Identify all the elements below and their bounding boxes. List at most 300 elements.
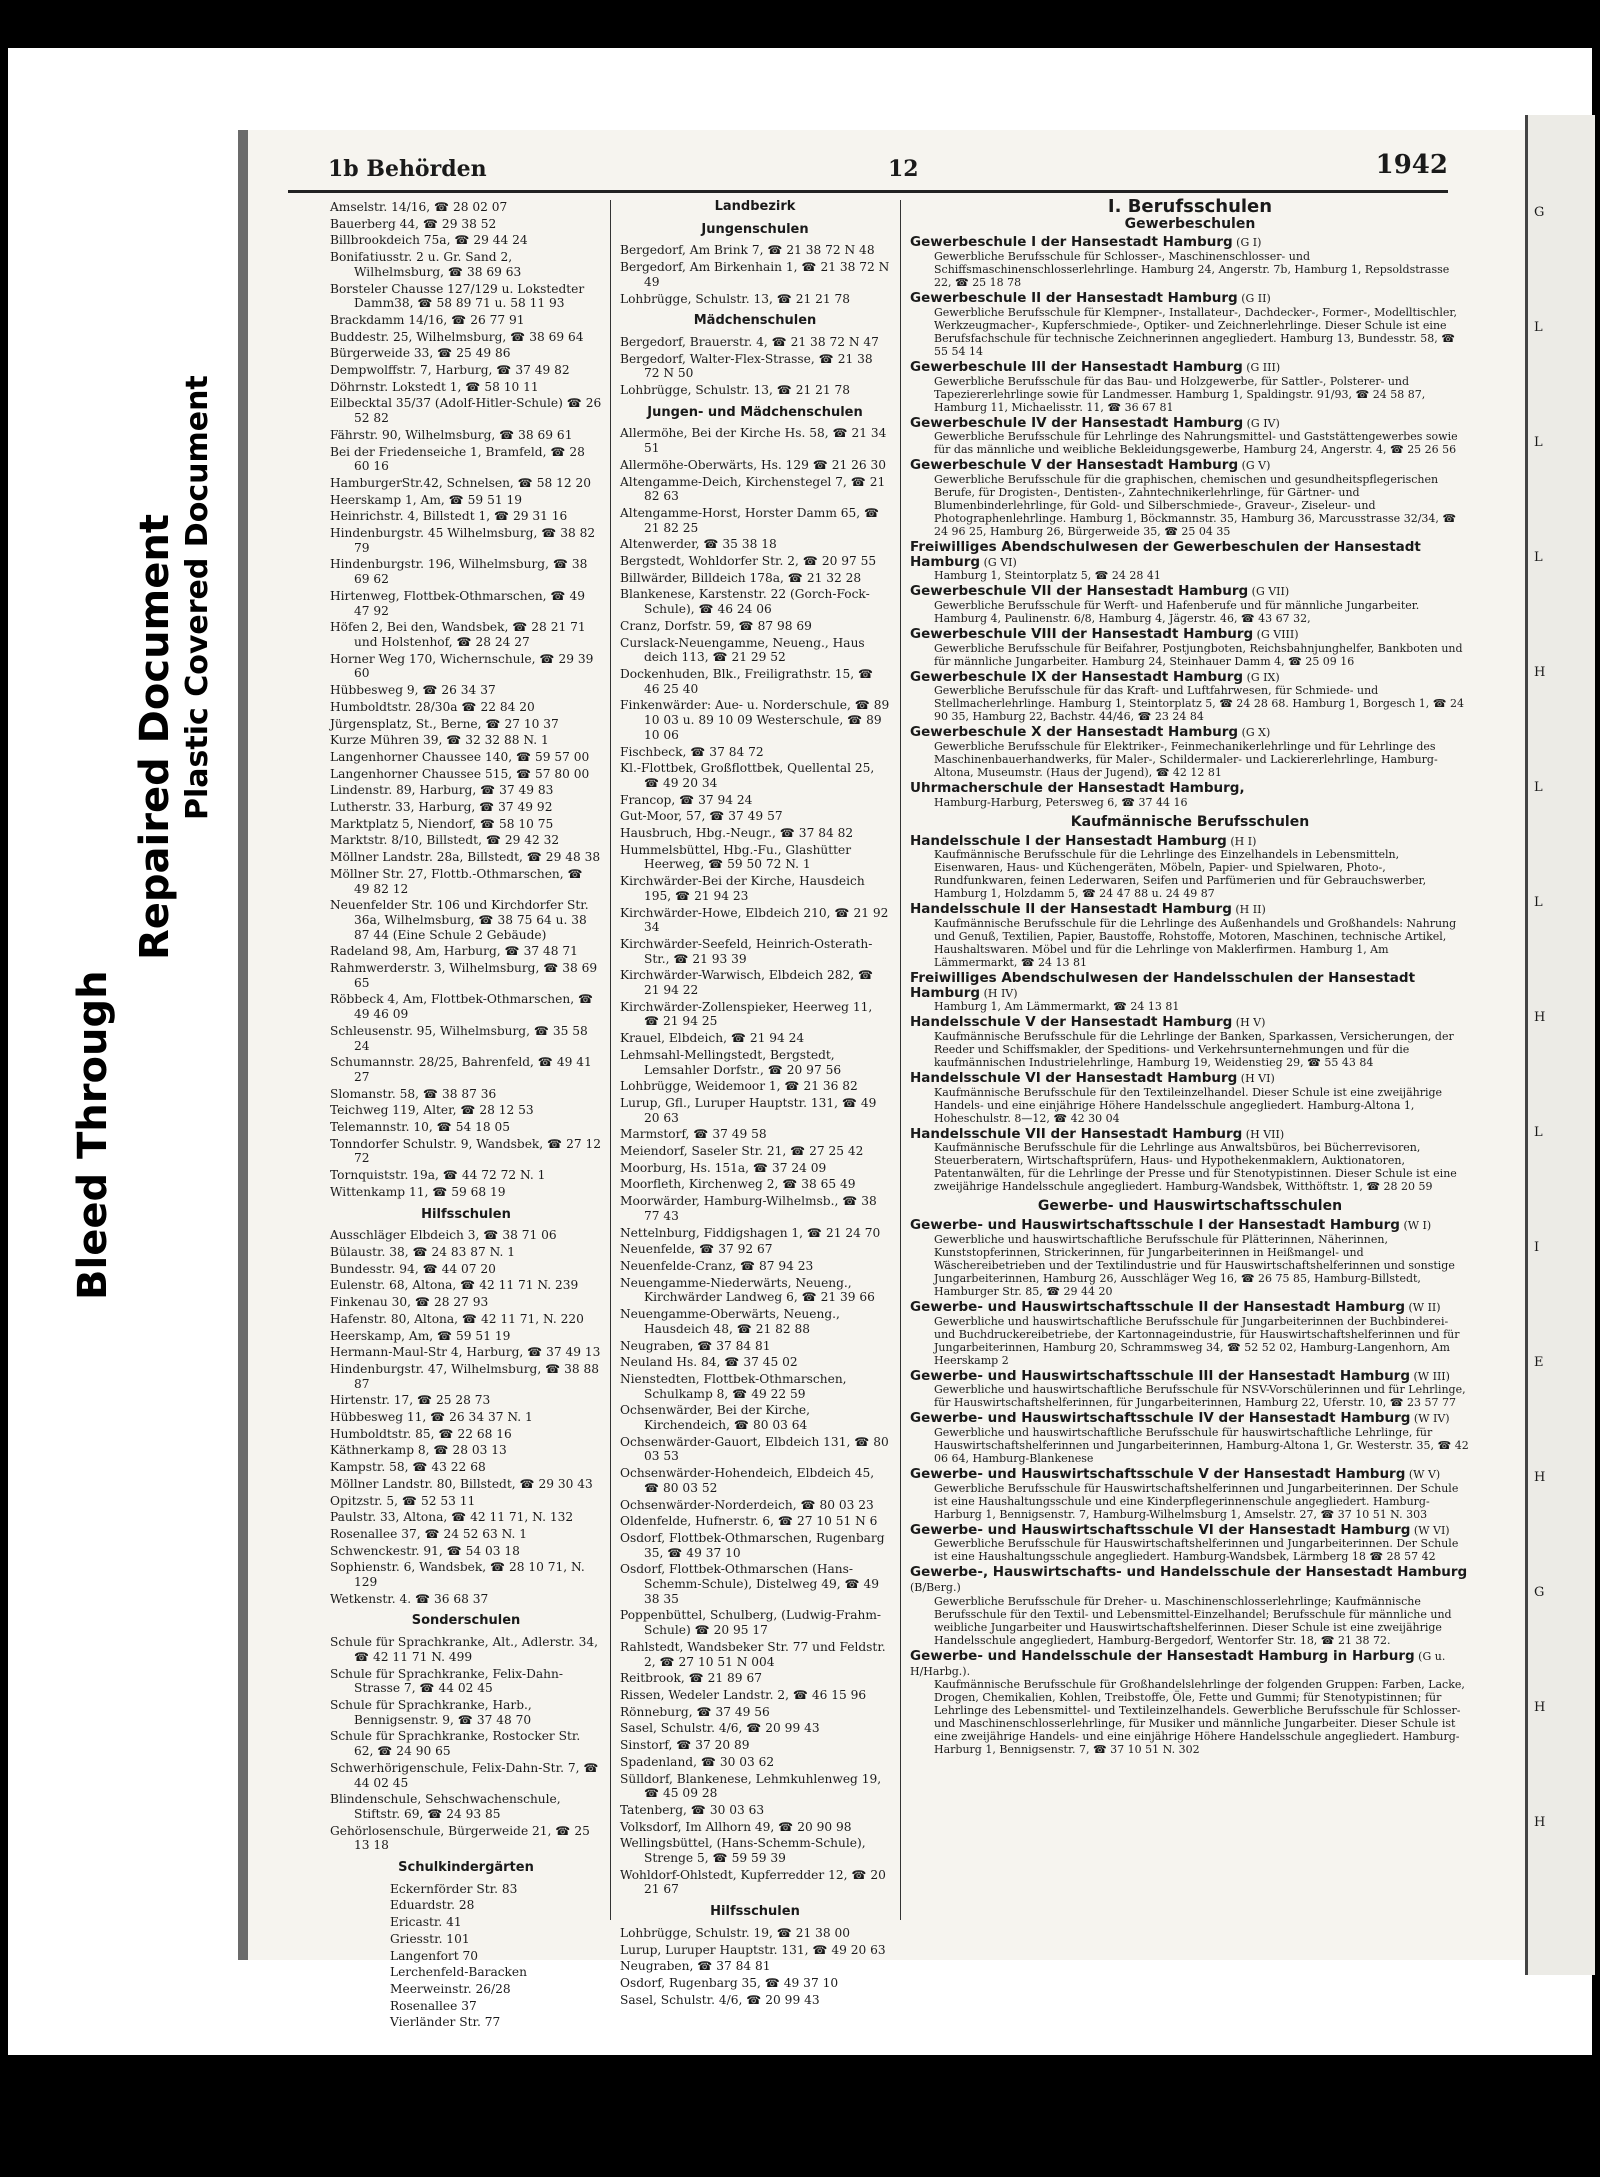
school-entry [910,670,1470,724]
school-code: (H II) [1231,903,1266,917]
list-item: Fährstr. 90, Wilhelmsburg, ☎ 38 69 61 [330,427,573,442]
list-item: Meiendorf, Saseler Str. 21, ☎ 27 25 42 [620,1144,864,1159]
heading-jungen-maedchen: Jungen- und Mädchenschulen [647,404,863,420]
school-description: Gewerbliche Berufsschule für Beifahrer, Postjungboten, Reichsbahnjunghelfer, Bankboten und für männliche Jungarbeiter. Hamburg 24, Steinhauer Damm 4, ☎ 25 09 16 [934,641,1463,668]
list-item: Hindenburgstr. 45 Wilhelmsburg, ☎ 38 82 79 [330,526,596,555]
heading-schulkindergaerten: Schulkindergärten [398,1860,534,1876]
adjacent-page-letter: H [1534,1010,1546,1025]
school-entry [910,1411,1470,1465]
school-list [330,1882,602,2030]
school-description: Gewerbliche und hauswirtschaftliche Berufsschule für Plätterinnen, Näherinnen, Kunststopferinnen, Strickerinnen, für Jungarbeiterinnen in Heißmangel- und Wäschereibetrieben und der Textilindustrie und für Hauswirtschaftshelferinnen und sonstige Jungarbeiterinnen, Hamburg 26, Ausschläger Weg 16, ☎ 26 75 85, Hamburg-Billstedt, Hamburger Str. 85, ☎ 29 44 20 [934,1232,1455,1298]
list-item: Lindenstr. 89, Harburg, ☎ 37 49 83 [330,783,554,798]
school-description: Kaufmännische Berufsschule für die Lehrlinge aus Anwaltsbüros, bei Bücherrevisoren, Steuerberatern, Wirtschaftsprüfern, Haus- und Hypothekenmaklern, Auktionatoren, Patentanwälten, für die Lehrlinge der Presse und für Stenotypistinnen. Dieser Schule ist eine zweijährige Handelsschule angegliedert. Hamburg-Wandsbek, Witthöftstr. 1, ☎ 28 20 59 [934,1141,1457,1194]
list-item: Lerchenfeld-Baracken [390,1965,527,1980]
list-item: Neuland Hs. 84, ☎ 37 45 02 [620,1355,798,1370]
list-item: Nienstedten, Flottbek-Othmarschen, Schulkamp 8, ☎ 49 22 59 [620,1371,847,1401]
school-description: Gewerbliche Berufsschule für Werft- und Hafenberufe und für männliche Jungarbeiter. Hamburg 4, Paulinenstr. 6/8, Hamburg 4, Jägerstr. 46, ☎ 43 67 32, [934,599,1420,626]
list-item: Eulenstr. 68, Altona, ☎ 42 11 71 N. 239 [330,1278,579,1293]
school-description: Gewerbliche Berufsschule für Lehrlinge des Nahrungsmittel- und Gaststättengewerbes sowie für das männliche und weibliche Bekleidungsgewerbe, Hamburg 24, Angerstr. 4, ☎ 25 26 56 [934,430,1458,457]
list-item: Cranz, Dorfstr. 59, ☎ 87 98 69 [620,618,812,633]
list-item: Gehörlosenschule, Bürgerweide 21, ☎ 25 13 18 [330,1823,590,1853]
list-item: Kirchwärder-Seefeld, Heinrich-Osterath-Str., ☎ 21 93 39 [620,936,873,966]
adjacent-page-letter: L [1534,780,1543,795]
school-entry [910,1565,1470,1646]
school-code: (G X) [1238,726,1271,740]
school-description: Hamburg 1, Steintorplatz 5, ☎ 24 28 41 [934,569,1161,583]
list-item: Hafenstr. 80, Altona, ☎ 42 11 71, N. 220 [330,1311,584,1326]
list-item: Neugraben, ☎ 37 84 81 [620,1338,771,1353]
list-item: Wittenkamp 11, ☎ 59 68 19 [330,1184,506,1199]
school-title: Handelsschule VII der Hansestadt Hamburg [910,1125,1243,1142]
school-title: Handelsschule V der Hansestadt Hamburg [910,1014,1233,1031]
list-item: Bergedorf, Walter-Flex-Strasse, ☎ 21 38 72 N 50 [620,351,873,381]
list-item: Dockenhuden, Blk., Freiligrathstr. 15, ☎ 46 25 40 [620,666,874,696]
list-item: Röbbeck 4, Am, Flottbek-Othmarschen, ☎ 49 46 09 [330,992,594,1022]
school-title: Gewerbe- und Hauswirtschaftsschule I der Hansestadt Hamburg [910,1217,1400,1234]
list-item: Meerweinstr. 26/28 [390,1981,511,1996]
list-item: Telemannstr. 10, ☎ 54 18 05 [330,1120,510,1135]
school-entry [910,834,1470,901]
list-item: Humboldtstr. 85, ☎ 22 68 16 [330,1426,512,1441]
school-description: Kaufmännische Berufsschule für Großhandelslehrlinge der folgenden Gruppen: Farben, Lacke, Drogen, Chemikalien, Kohlen, Treibstoffe, Öle, Fette und Gummi; für Stenotypistinnen; für Lehrlinge des Lebensmittel- und Textileinzelhandels. Gewerbliche Berufsschule für Schlosser- und Maschinenschlosserlehrlinge, für Musiker und männliche Jungarbeiter. Dieser Schule ist eine zweijährige Handels- und eine einjährige Höhere Handelsschule angegliedert. Hamburg-Harburg 1, Bennigsenstr. 7, ☎ 37 10 51 N. 302 [934,1678,1465,1757]
list-item: Schwerhörigenschule, Felix-Dahn-Str. 7, ☎ 44 02 45 [330,1760,599,1790]
school-list [620,335,890,398]
list-item: Lohbrügge, Weidemoor 1, ☎ 21 36 82 [620,1079,858,1094]
list-item: Neugraben, ☎ 37 84 81 [620,1959,771,1974]
list-item: Hausbruch, Hbg.-Neugr., ☎ 37 84 82 [620,826,854,841]
list-item: Bundesstr. 94, ☎ 44 07 20 [330,1261,496,1276]
school-list [620,426,890,1897]
school-description: Gewerbliche und hauswirtschaftliche Berufsschule für NSV-Vorschülerinnen und für Lehrlinge, für Hauswirtschaftshelferinnen, für Jungarbeiterinnen, Hamburg 22, Uferstr. 10, ☎ 23 57 77 [934,1383,1466,1410]
list-item: Teichweg 119, Alter, ☎ 28 12 53 [330,1103,534,1118]
list-item: Wellingsbüttel, (Hans-Schemm-Schule), Strenge 5, ☎ 59 59 39 [620,1836,866,1866]
school-title: Gewerbeschule IX der Hansestadt Hamburg [910,668,1244,685]
school-title: Handelsschule I der Hansestadt Hamburg [910,832,1227,849]
column-left [330,200,602,2032]
list-item: Moorwärder, Hamburg-Wilhelmsb., ☎ 38 77 43 [620,1194,877,1223]
list-item: Altengamme-Deich, Kirchenstegel 7, ☎ 21 82 63 [620,474,886,504]
list-item: Altenwerder, ☎ 35 38 18 [620,537,777,552]
heading-landbezirk: Landbezirk [714,199,796,214]
school-title: Gewerbeschule III der Hansestadt Hamburg [910,358,1243,375]
school-entry [910,1071,1470,1125]
list-item: Amselstr. 14/16, ☎ 28 02 07 [330,200,508,214]
list-item: Francop, ☎ 37 94 24 [620,792,753,807]
adjacent-page-letter: L [1534,550,1543,565]
list-item: Hummelsbüttel, Hbg.-Fu., Glashütter Heerweg, ☎ 59 50 72 N. 1 [620,842,852,872]
list-item: Spadenland, ☎ 30 03 62 [620,1754,775,1769]
school-entry [910,1218,1470,1298]
list-item: Schwenckestr. 91, ☎ 54 03 18 [330,1543,520,1558]
list-item: Ochsenwärder-Norderdeich, ☎ 80 03 23 [620,1497,874,1512]
list-item: Sasel, Schulstr. 4/6, ☎ 20 99 43 [620,1992,820,2007]
column-right [910,196,1470,1758]
school-code: (H I) [1226,834,1257,848]
scan-annotation-labels [62,320,222,1320]
school-title: Gewerbeschule X der Hansestadt Hamburg [910,724,1239,741]
list-item: Allermöhe, Bei der Kirche Hs. 58, ☎ 21 34 51 [620,426,887,456]
school-title: Gewerbeschule I der Hansestadt Hamburg [910,234,1233,251]
list-item: Sasel, Schulstr. 4/6, ☎ 20 99 43 [620,1721,820,1736]
list-item: Rahlstedt, Wandsbeker Str. 77 und Feldstr. 2, ☎ 27 10 51 N 004 [620,1639,886,1669]
list-item: Marmstorf, ☎ 37 49 58 [620,1127,767,1142]
school-title: Gewerbe-, Hauswirtschafts- und Handelsschule der Hansestadt Hamburg [910,1564,1468,1581]
school-list [330,200,602,1200]
list-item: Hirtenweg, Flottbek-Othmarschen, ☎ 49 47 92 [330,588,585,618]
list-item: Kirchwärder-Zollenspieker, Heerweg 11, ☎ 21 94 25 [620,999,873,1029]
adjacent-page-letter: L [1534,1125,1543,1140]
school-code: (W I) [1399,1219,1432,1233]
school-description: Gewerbliche Berufsschule für Schlosser-, Maschinenschlosser- und Schiffsmaschinenschlosserlehrlinge. Hamburg 24, Angerstr. 7b, Hamburg 1, Repsoldstrasse 22, ☎ 25 18 78 [934,250,1450,290]
school-description: Kaufmännische Berufsschule für die Lehrlinge der Banken, Sparkassen, Versicherungen, der Reeder und Schiffsmakler, der Speditions- und Verkehrsunternehmungen und für die kaufmännischen Industrielehrlinge, Hamburg 19, Weidenstieg 29, ☎ 55 43 84 [934,1030,1454,1070]
list-item: Hindenburgstr. 47, Wilhelmsburg, ☎ 38 88 87 [330,1361,600,1391]
list-item: Neuengamme-Oberwärts, Neueng., Hausdeich 48, ☎ 21 82 88 [620,1307,840,1336]
school-list [330,1635,602,1853]
list-item: Altengamme-Horst, Horster Damm 65, ☎ 21 82 25 [620,505,880,535]
list-item: Slomanstr. 58, ☎ 38 87 36 [330,1086,497,1101]
school-entry [910,1649,1470,1756]
list-item: Ausschläger Elbdeich 3, ☎ 38 71 06 [330,1228,557,1243]
list-item: Bülaustr. 38, ☎ 24 83 87 N. 1 [330,1245,516,1259]
school-title: Gewerbe- und Hauswirtschaftsschule VI der Hansestadt Hamburg [910,1521,1411,1538]
list-item: Horner Weg 170, Wichernschule, ☎ 29 39 60 [330,651,594,681]
list-item: Langenfort 70 [390,1948,479,1963]
list-item: Marktstr. 8/10, Billstedt, ☎ 29 42 32 [330,833,560,848]
list-item: Lurup, Luruper Hauptstr. 131, ☎ 49 20 63 [620,1942,886,1957]
school-title: Freiwilliges Abendschulwesen der Handelsschulen der Hansestadt Hamburg [910,969,1416,1001]
list-item: Eckernförder Str. 83 [390,1881,518,1896]
school-list [330,1228,602,1606]
list-item: Lurup, Gfl., Luruper Hauptstr. 131, ☎ 49 20 63 [620,1095,877,1125]
list-item: Finkenau 30, ☎ 28 27 93 [330,1295,489,1310]
list-item: Humboldtstr. 28/30a ☎ 22 84 20 [330,699,535,714]
list-item: Lohbrügge, Schulstr. 19, ☎ 21 38 00 [620,1925,851,1940]
list-item: Neuenfelde, ☎ 37 92 67 [620,1242,773,1257]
list-item: Ericastr. 41 [390,1915,462,1930]
list-item: Lutherstr. 33, Harburg, ☎ 37 49 92 [330,800,553,815]
year-label: 1942 [1375,150,1448,180]
list-item: Hermann-Maul-Str 4, Harburg, ☎ 37 49 13 [330,1345,601,1360]
school-code: (G IV) [1243,416,1280,430]
list-item: HamburgerStr.42, Schnelsen, ☎ 58 12 20 [330,475,592,490]
adjacent-page-letter: E [1534,1355,1544,1370]
school-description: Gewerbliche Berufsschule für Dreher- u. Maschinenschlosserlehrlinge; Kaufmännische Berufsschule für den Textil- und Lebensmittel-Einzelhandel; Berufsschule für männliche und weibliche Jungarbeiter und Hauswirtschaftshelferinnen. Dieser Schule ist eine zweijährige Handelsschule angegliedert, Hamburg-Bergedorf, Wentorfer Str. 18, ☎ 21 38 72. [934,1594,1452,1647]
heading-sonderschulen: Sonderschulen [411,1613,521,1629]
column-divider [610,200,611,1920]
scan-border-top [0,0,1600,48]
list-item: Oldenfelde, Hufnerstr. 6, ☎ 27 10 51 N 6 [620,1514,878,1529]
school-code: (H VII) [1242,1127,1285,1141]
list-item: Kl.-Flottbek, Großflottbek, Quellental 25, ☎ 49 20 34 [620,761,875,790]
school-code: (W II) [1404,1300,1441,1314]
list-item: Hübbesweg 9, ☎ 26 34 37 [330,683,496,698]
list-item: Nettelnburg, Fiddigshagen 1, ☎ 21 24 70 [620,1225,881,1240]
list-item: Schule für Sprachkranke, Alt., Adlerstr. 34, ☎ 42 11 71 N. 499 [330,1635,599,1664]
list-item: Sülldorf, Blankenese, Lehmkuhlenweg 19, ☎ 45 09 28 [620,1771,882,1801]
school-code: (G IX) [1243,670,1280,684]
list-item: Kirchwärder-Howe, Elbdeich 210, ☎ 21 92 34 [620,905,889,935]
adjacent-page-letter: H [1534,1700,1546,1715]
list-item: Reitbrook, ☎ 21 89 67 [620,1671,762,1686]
list-item: Ochsenwärder-Gauort, Elbdeich 131, ☎ 80 03 53 [620,1434,889,1464]
list-item: Käthnerkamp 8, ☎ 28 03 13 [330,1443,507,1458]
list-item: Schule für Sprachkranke, Harb., Bennigsenstr. 9, ☎ 37 48 70 [330,1697,532,1727]
school-description: Gewerbliche und hauswirtschaftliche Berufsschule für hauswirtschaftliche Lehrlinge, für Hauswirtschaftshelferinnen und Jungarbeiterinnen, Hamburg-Altona 1, Gr. Westerstr. 35, ☎ 42 06 64, Hamburg-Blankenese [934,1425,1469,1465]
adjacent-page-letter: I [1534,1240,1540,1255]
list-item: Rosenallee 37, ☎ 24 52 63 N. 1 [330,1526,528,1541]
list-item: Rönneburg, ☎ 37 49 56 [620,1704,770,1719]
school-code: (W IV) [1410,1412,1450,1426]
list-item: Bergedorf, Am Birkenhain 1, ☎ 21 38 72 N 49 [620,260,890,289]
list-item: Heerskamp 1, Am, ☎ 59 51 19 [330,492,522,507]
list-item: Dempwolffstr. 7, Harburg, ☎ 37 49 82 [330,363,570,378]
list-item: Döhrnstr. Lokstedt 1, ☎ 58 10 11 [330,379,539,394]
list-item: Möllner Str. 27, Flottb.-Othmarschen, ☎ 49 82 12 [330,866,583,896]
list-item: Jürgensplatz, St., Berne, ☎ 27 10 37 [330,716,559,731]
school-code: (G III) [1242,360,1281,374]
list-item: Poppenbüttel, Schulberg, (Ludwig-Frahm-Schule) ☎ 20 95 17 [620,1608,881,1638]
plastic-covered-label: Plastic Covered Document [180,375,215,820]
column-divider [900,200,901,1920]
list-item: Gut-Moor, 57, ☎ 37 49 57 [620,809,783,824]
school-description: Gewerbliche Berufsschule für das Kraft- und Luftfahrwesen, für Schmiede- und Stellmacherlehrlinge. Hamburg 1, Steintorplatz 5, ☎ 24 28 68. Hamburg 1, Borgesch 1, ☎ 24 90 35, Hamburg 22, Bachstr. 44/46, ☎ 23 24 84 [934,684,1464,724]
list-item: Höfen 2, Bei den, Wandsbek, ☎ 28 21 71 und Holstenhof, ☎ 28 24 27 [330,620,586,649]
list-item: Ochsenwärder, Bei der Kirche, Kirchendeich, ☎ 80 03 64 [620,1403,810,1433]
list-item: Heinrichstr. 4, Billstedt 1, ☎ 29 31 16 [330,509,568,524]
list-item: Osdorf, Rugenbarg 35, ☎ 49 37 10 [620,1975,839,1990]
school-code: (G VII) [1248,585,1290,599]
adjacent-page-letter: G [1534,205,1545,220]
list-item: Curslack-Neuengamme, Neueng., Haus deich 113, ☎ 21 29 52 [620,635,865,665]
school-description: Gewerbliche Berufsschule für Hauswirtschaftshelferinnen und Jungarbeiterinnen. Der Schule ist eine Haushaltungsschule angegliedert. Hamburg-Wandsbek, Lärmberg 18 ☎ 28 57 42 [934,1537,1459,1564]
school-entry [910,1015,1470,1069]
section-label: 1b Behörden [328,156,487,182]
list-item: Neuenfelde-Cranz, ☎ 87 94 23 [620,1259,814,1273]
school-title: Gewerbe- und Hauswirtschaftsschule IV der Hansestadt Hamburg [910,1410,1411,1427]
school-description: Hamburg-Harburg, Petersweg 6, ☎ 37 44 16 [934,795,1188,809]
school-entry [910,725,1470,779]
school-code: (G II) [1237,292,1271,306]
list-item: Lehmsahl-Mellingstedt, Bergstedt, Lemsahler Dorfstr., ☎ 20 97 56 [620,1047,842,1077]
adjacent-page-letter: H [1534,1815,1546,1830]
list-item: Griesstr. 101 [390,1931,470,1946]
list-item: Eduardstr. 28 [390,1898,475,1913]
bleed-through-label: Bleed Through [70,970,116,1300]
list-item: Möllner Landstr. 80, Billstedt, ☎ 29 30 43 [330,1476,593,1491]
list-item: Osdorf, Flottbek-Othmarschen, Rugenbarg 35, ☎ 49 37 10 [620,1530,885,1560]
list-item: Sophienstr. 6, Wandsbek, ☎ 28 10 71, N. 129 [330,1560,585,1590]
list-item: Borsteler Chausse 127/129 u. Lokstedter Damm38, ☎ 58 89 71 u. 58 11 93 [330,281,585,311]
list-item: Wohldorf-Ohlstedt, Kupferredder 12, ☎ 20 21 67 [620,1867,886,1897]
heading-maedchenschulen: Mädchenschulen [693,313,817,329]
school-code: (W V) [1405,1467,1441,1481]
school-list [910,1218,1470,1756]
school-entry [910,458,1470,538]
repaired-document-label: Repaired Document [132,514,178,960]
list-item: Bauerberg 44, ☎ 29 38 52 [330,216,497,231]
school-description: Gewerbliche und hauswirtschaftliche Berufsschule für Jungarbeiterinnen der Buchbinderei- und Buchdruckereibetriebe, der Kartonnageindustrie, für Hauswirtschaftshelferinnen und für Jungarbeiterinnen, Hamburg 20, Schrammsweg 34, ☎ 52 52 02, Hamburg-Langenhorn, Am Heerskamp 2 [934,1314,1460,1367]
school-entry [910,584,1470,625]
adjacent-page-letter: H [1534,665,1546,680]
adjacent-page-edge [1525,115,1595,1975]
school-entry [910,235,1470,289]
list-item: Marktplatz 5, Niendorf, ☎ 58 10 75 [330,816,554,831]
list-item: Kurze Mühren 39, ☎ 32 32 88 N. 1 [330,733,549,748]
list-item: Moorfleth, Kirchenweg 2, ☎ 38 65 49 [620,1177,856,1192]
school-code: (G V) [1238,459,1271,473]
list-item: Rissen, Wedeler Landstr. 2, ☎ 46 15 96 [620,1687,867,1702]
list-item: Brackdamm 14/16, ☎ 26 77 91 [330,312,525,327]
adjacent-page-letter: L [1534,320,1543,335]
school-code: (G u. H/Harbg.). [910,1649,1446,1678]
school-entry [910,781,1470,809]
list-item: Rahmwerderstr. 3, Wilhelmsburg, ☎ 38 69 65 [330,961,598,990]
school-title: Handelsschule VI der Hansestadt Hamburg [910,1070,1238,1087]
list-item: Tatenberg, ☎ 30 03 63 [620,1802,765,1817]
column-middle [620,200,890,2009]
list-item: Blindenschule, Sehschwachenschule, Stiftstr. 69, ☎ 24 93 85 [330,1792,561,1821]
list-item: Tonndorfer Schulstr. 9, Wandsbek, ☎ 27 12 72 [330,1136,601,1166]
school-description: Gewerbliche Berufsschule für die graphischen, chemischen und gesundheitspflegerischen Berufe, für Drogisten-, Dentisten-, Zahntechnikerlehrlinge, für Gärtner- und Blumenbinderlehrlinge, für Gold- und Silberschmiede-, Graveur-, Ziseleur- und Photographenlehrlinge. Hamburg 1, Böckmannstr. 35, Hamburg 36, Marcusstrasse 32/34, ☎ 24 96 25, Hamburg 26, Bürgerweide 35, ☎ 25 04 35 [934,472,1457,538]
school-code: (H VI) [1237,1072,1275,1086]
list-item: Bergedorf, Brauerstr. 4, ☎ 21 38 72 N 47 [620,334,879,349]
school-entry [910,971,1470,1013]
school-title: Gewerbeschule II der Hansestadt Hamburg [910,290,1238,307]
adjacent-page-letter: L [1534,435,1543,450]
list-item: Ochsenwärder-Hohendeich, Elbdeich 45, ☎ 80 03 52 [620,1466,875,1495]
list-item: Bergedorf, Am Brink 7, ☎ 21 38 72 N 48 [620,243,875,258]
school-title: Freiwilliges Abendschulwesen der Gewerbeschulen der Hansestadt Hamburg [910,538,1421,570]
adjacent-page-letter: G [1534,1585,1545,1600]
school-code: (H IV) [980,986,1018,1000]
heading-hilfsschulen-land: Hilfsschulen [710,1904,800,1920]
list-item: Radeland 98, Am, Harburg, ☎ 37 48 71 [330,944,578,959]
school-list [910,834,1470,1194]
school-title: Gewerbe- und Hauswirtschaftsschule III der Hansestadt Hamburg [910,1367,1411,1384]
school-code: (G VI) [980,555,1017,569]
school-entry [910,1369,1470,1410]
list-item: Hübbesweg 11, ☎ 26 34 37 N. 1 [330,1410,533,1425]
list-item: Sinstorf, ☎ 37 20 89 [620,1738,750,1753]
school-description: Gewerbliche Berufsschule für Elektriker-, Feinmechanikerlehrlinge und für Lehrlinge des Maschinenbauerhandwerks, für Maler-, Schildermaler- und Lackiererlehrlinge, Hamburg-Altona, Museumstr. (Haus der Jugend), ☎ 42 12 81 [934,740,1438,780]
list-item: Langenhorner Chaussee 140, ☎ 59 57 00 [330,749,590,764]
adjacent-page-letter: H [1534,1470,1546,1485]
school-title: Gewerbe- und Hauswirtschaftsschule II der Hansestadt Hamburg [910,1298,1405,1315]
heading-hilfsschulen: Hilfsschulen [421,1206,511,1222]
school-description: Gewerbliche Berufsschule für Hauswirtschaftshelferinnen und Jungarbeiterinnen. Der Schule ist eine Haushaltungsschule und eine Kinderpflegerinnenschule angegliedert. Hamburg-Harburg 1, Bennigsenstr. 7, Hamburg-Wilhelmsburg 1, Amselstr. 27, ☎ 37 10 51 N. 303 [934,1481,1459,1521]
school-entry [910,627,1470,668]
school-description: Kaufmännische Berufsschule für die Lehrlinge des Außenhandels und Großhandels: Nahrung und Genuß, Textilien, Papier, Baustoffe, Rohstoffe, Motoren, Maschinen, technische Artikel, Haushaltswaren. Möbel und für die Lehrlinge von Maklerfirmen. Hamburg 1, Am Lämmermarkt, ☎ 24 13 81 [934,916,1457,969]
school-code: (B/Berg.) [910,1581,961,1595]
list-item: Langenhorner Chaussee 515, ☎ 57 80 00 [330,766,590,781]
school-title: Handelsschule II der Hansestadt Hamburg [910,901,1232,918]
list-item: Wetkenstr. 4. ☎ 36 68 37 [330,1591,489,1606]
school-title: Gewerbe- und Handelsschule der Hansestadt Hamburg in Harburg [910,1647,1415,1664]
heading-hauswirtschaft: Gewerbe- und Hauswirtschaftsschulen [1037,1198,1343,1215]
list-item: Buddestr. 25, Wilhelmsburg, ☎ 38 69 64 [330,329,584,344]
list-item: Rosenallee 37 [390,1998,477,2013]
list-item: Finkenwärder: Aue- u. Norderschule, ☎ 89 10 03 u. 89 10 09 Westerschule, ☎ 89 10 06 [620,698,890,742]
list-item: Bei der Friedenseiche 1, Bramfeld, ☎ 28 60 16 [330,444,585,474]
list-item: Kirchwärder-Bei der Kirche, Hausdeich 195, ☎ 21 94 23 [620,874,865,903]
school-entry [910,416,1470,457]
list-item: Hirtenstr. 17, ☎ 25 28 73 [330,1393,491,1408]
school-description: Kaufmännische Berufsschule für den Textileinzelhandel. Dieser Schule ist eine zweijährige Handels- und eine einjährige Höhere Handelsschule angegliedert. Hamburg-Altona 1, Hoheschulstr. 8—12, ☎ 42 30 04 [934,1085,1443,1125]
list-item: Bonifatiusstr. 2 u. Gr. Sand 2, Wilhelmsburg, ☎ 38 69 63 [330,250,522,279]
list-item: Heerskamp, Am, ☎ 59 51 19 [330,1328,511,1343]
list-item: Opitzstr. 5, ☎ 52 53 11 [330,1493,476,1508]
school-title: Gewerbeschule VIII der Hansestadt Hamburg [910,626,1254,643]
school-entry [910,1467,1470,1521]
page-number: 12 [888,156,919,182]
list-item: Schumannstr. 28/25, Bahrenfeld, ☎ 49 41 27 [330,1055,592,1084]
school-title: Gewerbeschule IV der Hansestadt Hamburg [910,414,1244,431]
school-entry [910,360,1470,414]
school-entry [910,540,1470,582]
scan-border-bottom [0,2055,1600,2177]
school-title: Uhrmacherschule der Hansestadt Hamburg, [910,780,1245,797]
list-item: Vierländer Str. 77 [390,2015,501,2030]
list-item: Paulstr. 33, Altona, ☎ 42 11 71, N. 132 [330,1510,574,1525]
list-item: Lohbrügge, Schulstr. 13, ☎ 21 21 78 [620,291,851,306]
school-description: Hamburg 1, Am Lämmermarkt, ☎ 24 13 81 [934,1000,1180,1014]
list-item: Krauel, Elbdeich, ☎ 21 94 24 [620,1031,805,1046]
school-list [910,235,1470,808]
list-item: Blankenese, Karstenstr. 22 (Gorch-Fock-Schule), ☎ 46 24 06 [620,587,870,617]
school-description: Kaufmännische Berufsschule für die Lehrlinge des Einzelhandels in Lebensmitteln, Eisenwaren, Haus- und Küchengeräten, Möbeln, Papier- und Spielwaren, Photo-, Rundfunkwaren, feinen Lederwaren, Seifen und Parfümerien und für Gebrauchswerber, Hamburg 1, Holzdamm 5, ☎ 24 47 88 u. 24 49 87 [934,848,1427,901]
school-entry [910,1127,1470,1194]
school-title: Gewerbeschule VII der Hansestadt Hamburg [910,583,1249,600]
list-item: Moorburg, Hs. 151a, ☎ 37 24 09 [620,1160,827,1175]
school-code: (H V) [1232,1016,1266,1030]
list-item: Eilbecktal 35/37 (Adolf-Hitler-Schule) ☎ 26 52 82 [330,396,602,426]
school-list [620,243,890,306]
school-code: (W III) [1410,1369,1450,1383]
list-item: Volksdorf, Im Allhorn 49, ☎ 20 90 98 [620,1819,852,1834]
school-list [620,1926,890,2008]
page-header [288,150,1448,193]
school-entry [910,291,1470,358]
list-item: Billbrookdeich 75a, ☎ 29 44 24 [330,233,528,248]
list-item: Neuengamme-Niederwärts, Neueng., Kirchwärder Landweg 6, ☎ 21 39 66 [620,1275,875,1305]
heading-berufsschulen: I. Berufsschulen [1107,196,1273,217]
adjacent-page-letter: L [1534,895,1543,910]
school-entry [910,1300,1470,1367]
school-title: Gewerbe- und Hauswirtschaftsschule V der Hansestadt Hamburg [910,1465,1406,1482]
list-item: Osdorf, Flottbek-Othmarschen (Hans-Schemm-Schule), Distelweg 49, ☎ 49 38 35 [620,1562,880,1606]
heading-jungenschulen: Jungenschulen [701,221,809,237]
list-item: Kirchwärder-Warwisch, Elbdeich 282, ☎ 21 94 22 [620,968,874,998]
school-code: (G VIII) [1253,628,1299,642]
list-item: Schule für Sprachkranke, Felix-Dahn-Strasse 7, ☎ 44 02 45 [330,1666,563,1696]
school-entry [910,902,1470,969]
list-item: Allermöhe-Oberwärts, Hs. 129 ☎ 21 26 30 [620,457,887,472]
scan-border-left [0,0,8,2177]
list-item: Bergstedt, Wohldorfer Str. 2, ☎ 20 97 55 [620,554,877,569]
list-item: Möllner Landstr. 28a, Billstedt, ☎ 29 48 38 [330,850,601,865]
list-item: Schule für Sprachkranke, Rostocker Str. 62, ☎ 24 90 65 [330,1729,581,1759]
list-item: Kampstr. 58, ☎ 43 22 68 [330,1460,486,1475]
list-item: Billwärder, Billdeich 178a, ☎ 21 32 28 [620,570,862,585]
list-item: Schleusenstr. 95, Wilhelmsburg, ☎ 35 58 24 [330,1023,588,1053]
heading-kaufmaennische: Kaufmännische Berufsschulen [1070,813,1310,830]
list-item: Hindenburgstr. 196, Wilhelmsburg, ☎ 38 69 62 [330,557,588,587]
school-entry [910,1523,1470,1564]
list-item: Neuenfelder Str. 106 und Kirchdorfer Str. 36a, Wilhelmsburg, ☎ 38 75 64 u. 38 87 44 (Eine Schule 2 Gebäude) [330,898,589,942]
school-code: (G I) [1232,236,1262,250]
school-description: Gewerbliche Berufsschule für das Bau- und Holzgewerbe, für Sattler-, Polsterer- und Tapeziererlehrlinge sowie für Landmesser. Hamburg 1, Spaldingstr. 91/93, ☎ 24 58 87, Hamburg 11, Michaelisstr. 11, ☎ 36 67 81 [934,374,1426,414]
list-item: Lohbrügge, Schulstr. 13, ☎ 21 21 78 [620,383,851,398]
